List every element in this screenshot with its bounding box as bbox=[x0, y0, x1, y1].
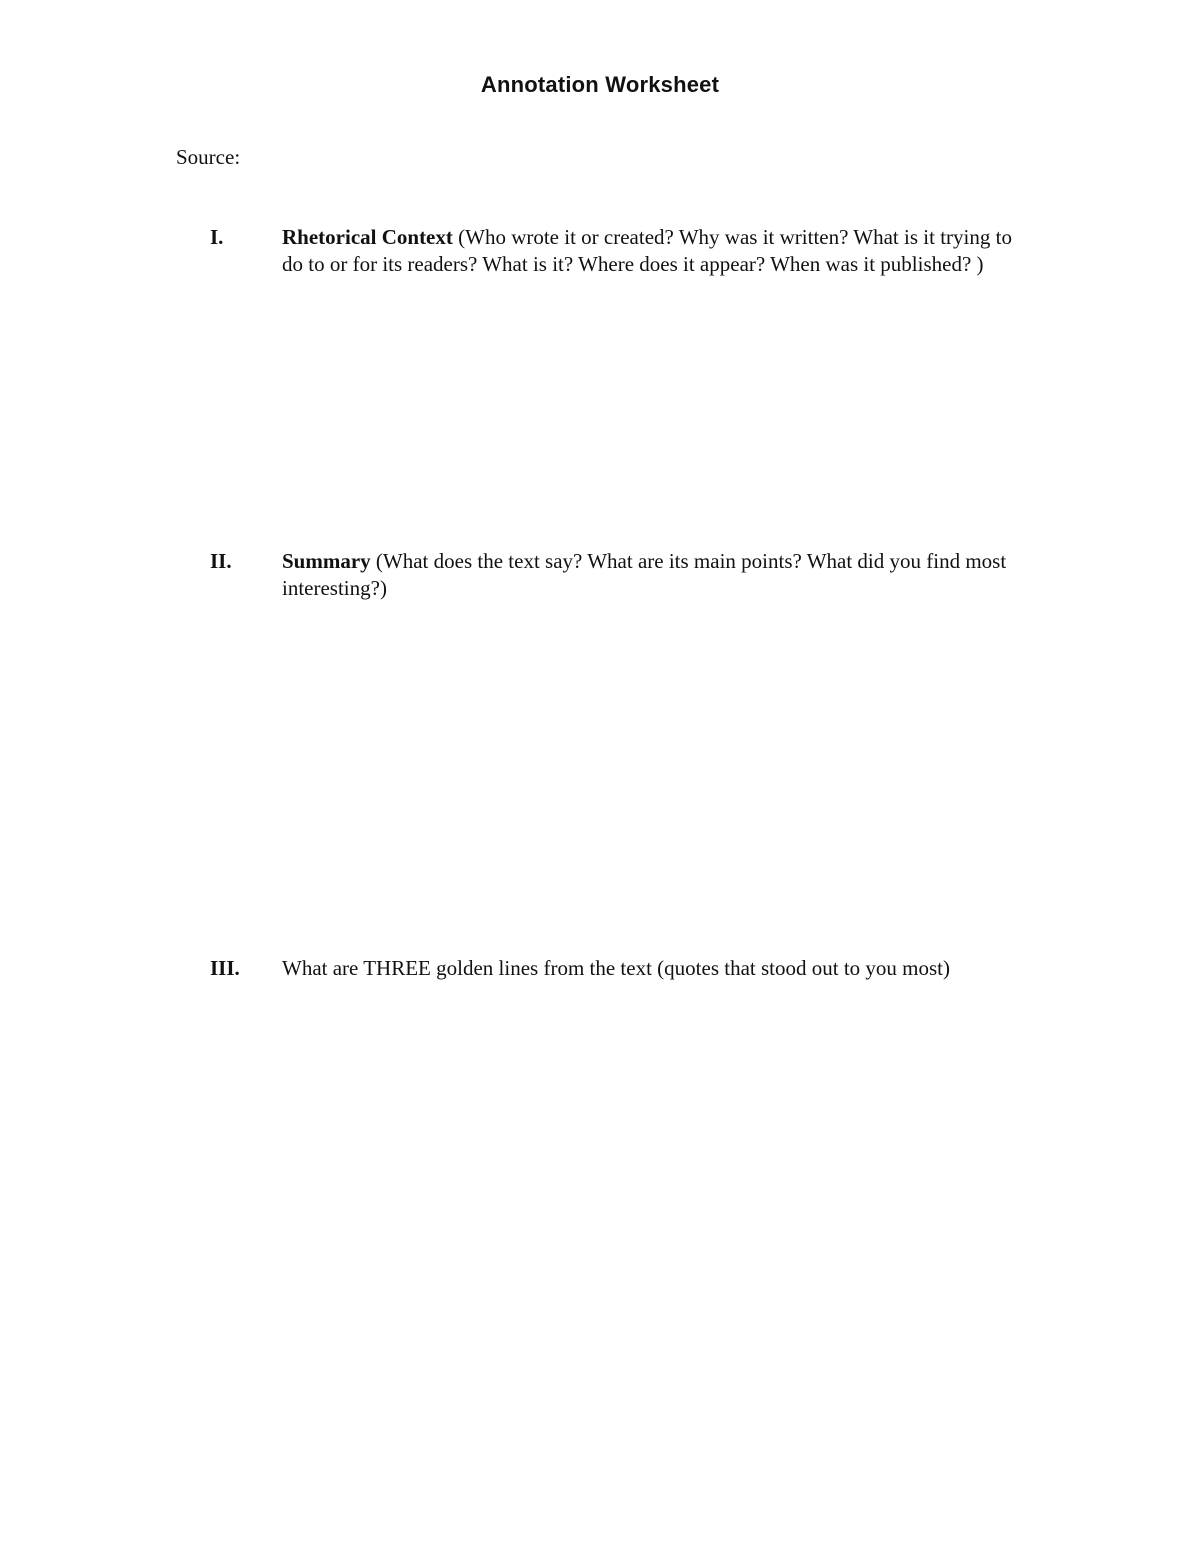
section-prompt: (What does the text say? What are its main points? What did you find most interesting?) bbox=[282, 549, 1007, 600]
section-prompt: (Who wrote it or created? Why was it written? What is it trying to do to or for its readers? What is it? Where does it appear? When was it published? ) bbox=[282, 225, 1012, 276]
source-label: Source: bbox=[176, 145, 241, 169]
section-prompt: What are THREE golden lines from the text (quotes that stood out to you most) bbox=[282, 956, 950, 980]
section-numeral: I. bbox=[210, 225, 224, 249]
section-numeral: II. bbox=[210, 549, 232, 573]
section-body bbox=[282, 955, 1032, 982]
section-body bbox=[282, 224, 1032, 278]
section-numeral: III. bbox=[210, 956, 240, 980]
section-heading: Summary bbox=[282, 549, 371, 573]
section-heading: Rhetorical Context bbox=[282, 225, 453, 249]
section-body bbox=[282, 548, 1032, 602]
page-title: Annotation Worksheet bbox=[480, 72, 720, 97]
